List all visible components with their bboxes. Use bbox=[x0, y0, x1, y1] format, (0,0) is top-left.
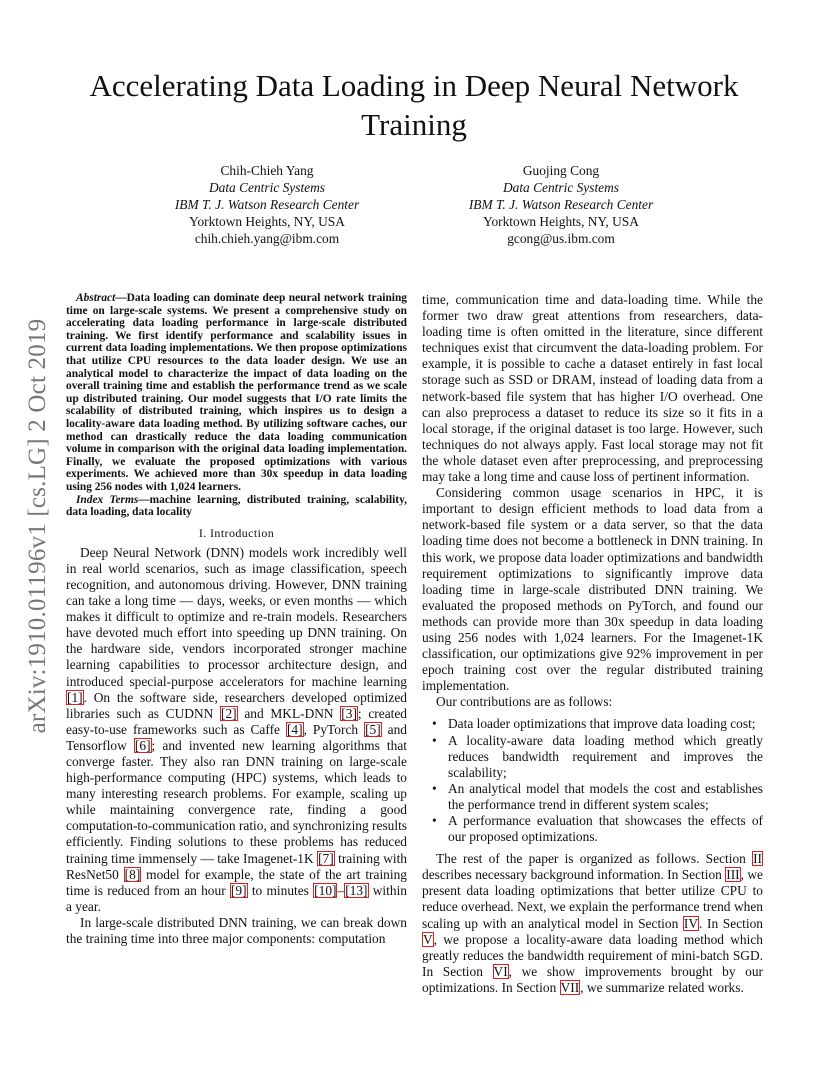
citation-link[interactable]: [5] bbox=[365, 721, 381, 737]
arxiv-identifier-text: arXiv:1910.01196v1 [cs.LG] 2 Oct 2019 bbox=[24, 318, 51, 734]
citation-link[interactable]: [10] bbox=[314, 882, 337, 898]
bullet-icon: • bbox=[432, 813, 437, 828]
list-item: • An analytical model that models the cost and establishes the performance trend in different system scales; bbox=[432, 780, 763, 812]
author-name: Chih-Chieh Yang bbox=[220, 163, 314, 178]
citation-link[interactable]: [6] bbox=[134, 737, 151, 753]
intro-paragraph-5: The rest of the paper is organized as follows. Section II describes necessary background information. In Section III, we present data loading optimizations that better utilize CPU to reduce overhead. Next, we explain the performance trend when scaling up with an analytical model in Section IV. In Section V, we propose a locality-aware data loading method which greatly reduces the bandwidth requirement of mini-batch SGD. In Section VI, we show improvements brought by our optimizations. In Section VII, we summarize related works. bbox=[422, 851, 764, 995]
list-item: • A locality-aware data loading method which greatly reduces bandwidth requirement and improves the scalability; bbox=[432, 732, 763, 780]
right-column bbox=[422, 292, 763, 996]
index-terms-text: —machine learning, distributed training, scalability, data loading, data locality bbox=[66, 493, 407, 519]
contributions-list bbox=[422, 716, 763, 845]
intro-paragraph-2-continued: time, communication time and data-loading time. While the former two draw great attentions from researchers, data-loading time is often omitted in the literature, since different techniques exist that circumvent the data-loading problem. For example, it is possible to cache a dataset entirely in fast local storage such as SSD or DRAM, instead of loading data from a network-based file system that has higher I/O overhead. One can also preprocess a dataset to reduce its size so it fits in a local storage, if the original dataset is too large. However, such techniques do not always apply. Fast local storage may not fit the whole dataset even after preprocessing, and preprocessing may take a long time and cause loss of pertinent information. bbox=[422, 292, 763, 485]
citation-link[interactable]: [4] bbox=[286, 721, 303, 737]
citation-link[interactable]: [2] bbox=[221, 705, 237, 721]
index-terms bbox=[66, 494, 407, 519]
author-organization: IBM T. J. Watson Research Center bbox=[174, 197, 360, 212]
abstract-text: —Data loading can dominate deep neural network training time on large-scale systems. We present a comprehensive study on accelerating data loading performance in large-scale distributed training. We first identify performance and scalability issues in current data loading implementations. We then propose optimizations that utilize CPU resources to the data loader design. We use an analytical model to characterize the impact of data loading on the overall training time and establish the performance trend as we scale up distributed training. Our model suggests that I/O rate limits the scalability of distributed training, which inspires us to design a locality-aware data loading method. By utilizing software caches, our method can drastically reduce the data loading communication volume in comparison with the original data loading implementation. Finally, we evaluate the proposed optimizations with various experiments. We achieved more than 30x speedup in data loading using 256 nodes with 1,024 learners. bbox=[66, 292, 407, 493]
citation-link[interactable]: [8] bbox=[124, 866, 141, 882]
author-block-2 bbox=[411, 162, 711, 247]
section-link[interactable]: III bbox=[726, 867, 740, 883]
abstract bbox=[66, 292, 407, 494]
left-column bbox=[66, 292, 407, 947]
author-email: chih.chieh.yang@ibm.com bbox=[194, 231, 340, 246]
citation-link[interactable]: [3] bbox=[341, 705, 357, 721]
author-location: Yorktown Heights, NY, USA bbox=[483, 214, 639, 229]
bullet-icon: • bbox=[432, 780, 437, 796]
abstract-label: Abstract bbox=[76, 292, 116, 304]
section-link[interactable]: V bbox=[423, 931, 433, 947]
list-item: • A performance evaluation that showcases the effects of our proposed optimizations. bbox=[432, 813, 763, 845]
author-department: Data Centric Systems bbox=[208, 180, 326, 195]
author-organization: IBM T. J. Watson Research Center bbox=[468, 197, 654, 212]
author-block-1 bbox=[117, 162, 417, 247]
intro-paragraph-1: Deep Neural Network (DNN) models work incredibly well in real world scenarios, such as image classification, speech recognition, and autonomous driving. However, DNN training can take a long time — days, weeks, or even months — which makes it difficult to optimize and re-train models. Researchers have devoted much effort into speeding up DNN training. On the hardware side, vendors incorporated stronger machine learning capabilities to processor architecture design, and introduced special-purpose accelerators for machine learning [1]. On the software side, researchers developed optimized libraries such as CUDNN [2] and MKL-DNN [3]; created easy-to-use frameworks such as Caffe [4], PyTorch [5] and Tensorflow [6]; and invented new learning algorithms that converge faster. They also ran DNN training on large-scale high-performance computing (HPC) systems, which leads to many interesting research problems. For example, scaling up while maintaining convergence rate, finding a good computation-to-communication ratio, and synchronizing results efficiently. Finding solutions to these problems has reduced training time immensely — take Imagenet-1K [7] training with ResNet50 [8] model for example, the state of the art training time is reduced from an hour [9] to minutes [10]–[13] within a year. bbox=[66, 544, 408, 914]
index-terms-label: Index Terms bbox=[76, 493, 139, 506]
section-link[interactable]: II bbox=[753, 851, 762, 867]
list-item: • Data loader optimizations that improve data loading cost; bbox=[432, 716, 756, 732]
citation-link[interactable]: [13] bbox=[345, 882, 368, 898]
section-link[interactable]: VII bbox=[560, 979, 580, 995]
author-name: Guojing Cong bbox=[522, 163, 600, 178]
citation-link[interactable]: [1] bbox=[67, 689, 83, 705]
bullet-icon: • bbox=[432, 716, 437, 732]
section-link[interactable]: IV bbox=[683, 915, 699, 931]
paper-title: Accelerating Data Loading in Deep Neural Network Training bbox=[89, 68, 739, 142]
citation-link[interactable]: [7] bbox=[318, 850, 334, 866]
section-heading-introduction: I. Introduction bbox=[198, 525, 275, 540]
author-location: Yorktown Heights, NY, USA bbox=[189, 214, 345, 229]
intro-paragraph-3: Considering common usage scenarios in HPC, it is important to design efficient methods to load data from a network-based file system or a data server, so that the data loading time does not become a bottleneck in DNN training. In this work, we propose data loader optimizations and bandwidth requirement optimizations to significantly improve data loading time in large-scale distributed DNN training. We evaluated the proposed methods on PyTorch, and found our methods can provide more than 30x speedup in data loading using 256 nodes with 1,024 learners. For the Imagenet-1K classification, our optimizations give 92% improvement in per epoch training cost over the regular distributed training implementation. bbox=[422, 485, 763, 694]
intro-paragraph-4: Our contributions are as follows: bbox=[436, 694, 613, 710]
section-link[interactable]: VI bbox=[493, 963, 508, 979]
citation-link[interactable]: [9] bbox=[230, 882, 247, 898]
intro-paragraph-2-start: In large-scale distributed DNN training, we can break down the training time into three major components: computation bbox=[66, 914, 407, 947]
author-email: gcong@us.ibm.com bbox=[507, 231, 615, 246]
bullet-icon: • bbox=[432, 732, 437, 748]
arxiv-identifier bbox=[22, 296, 54, 756]
author-department: Data Centric Systems bbox=[502, 180, 620, 195]
